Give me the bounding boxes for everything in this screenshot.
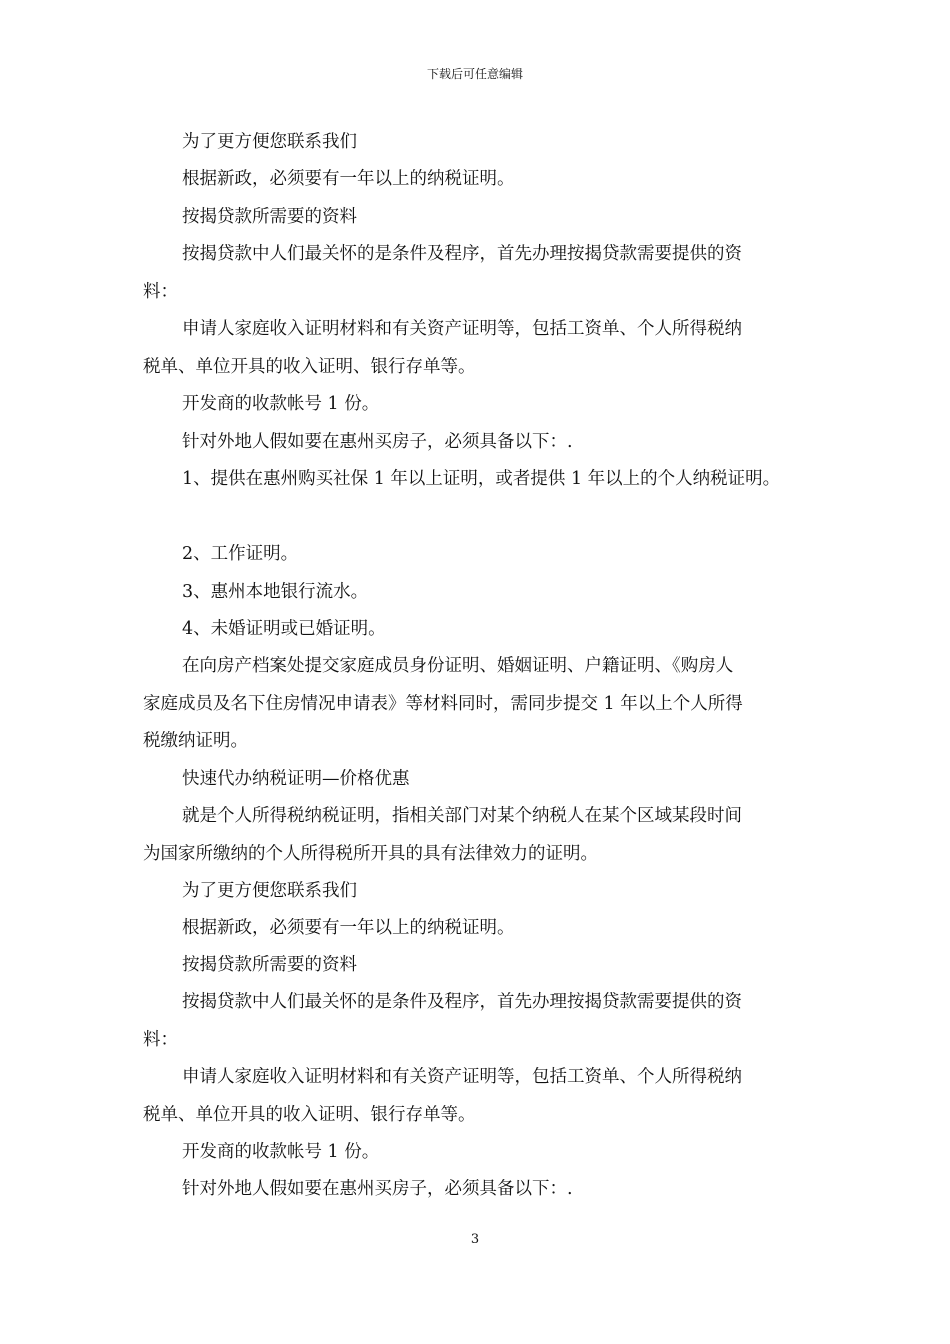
paragraph-line: 按揭贷款中人们最关怀的是条件及程序，首先办理按揭贷款需要提供的资 [182,244,742,264]
paragraph-line: 料： [143,281,178,302]
paragraph-line: 按揭贷款中人们最关怀的是条件及程序，首先办理按揭贷款需要提供的资 [182,992,742,1012]
page-header-note: 下载后可任意编辑 [426,67,523,81]
page-number: 3 [470,1232,480,1247]
paragraph-line: 按揭贷款所需要的资料 [182,207,357,227]
paragraph-line: 税单、单位开具的收入证明、银行存单等。 [143,356,476,377]
paragraph-line: 为国家所缴纳的个人所得税所开具的具有法律效力的证明。 [143,843,598,864]
paragraph-line: 税单、单位开具的收入证明、银行存单等。 [143,1104,476,1125]
paragraph-line: 申请人家庭收入证明材料和有关资产证明等，包括工资单、个人所得税纳 [182,319,742,339]
paragraph-line: 开发商的收款帐号 1 份。 [182,1142,380,1162]
paragraph-line: 为了更方便您联系我们 [182,881,357,901]
paragraph-line: 4、未婚证明或已婚证明。 [182,619,386,639]
paragraph-line: 针对外地人假如要在惠州买房子，必须具备以下：. [182,1179,573,1199]
paragraph-line: 家庭成员及名下住房情况申请表》等材料同时，需同步提交 1 年以上个人所得 [143,693,743,714]
paragraph-line: 为了更方便您联系我们 [182,132,357,152]
paragraph-line: 针对外地人假如要在惠州买房子，必须具备以下：. [182,432,573,452]
paragraph-line: 1、提供在惠州购买社保 1 年以上证明，或者提供 1 年以上的个人纳税证明。 [182,469,781,489]
paragraph-line: 2、工作证明。 [182,544,299,564]
paragraph-line: 按揭贷款所需要的资料 [182,955,357,975]
paragraph-line: 开发商的收款帐号 1 份。 [182,394,380,414]
paragraph-line: 快速代办纳税证明—价格优惠 [182,769,410,789]
paragraph-line: 申请人家庭收入证明材料和有关资产证明等，包括工资单、个人所得税纳 [182,1067,742,1087]
paragraph-line: 就是个人所得税纳税证明，指相关部门对某个纳税人在某个区域某段时间 [182,806,742,826]
paragraph-line: 税缴纳证明。 [143,731,248,751]
paragraph-line: 在向房产档案处提交家庭成员身份证明、婚姻证明、户籍证明、《购房人 [182,656,734,676]
paragraph-line: 根据新政，必须要有一年以上的纳税证明。 [182,918,515,938]
paragraph-line: 根据新政，必须要有一年以上的纳税证明。 [182,169,515,189]
paragraph-line: 3、惠州本地银行流水。 [182,582,369,602]
paragraph-line: 料： [143,1029,178,1050]
